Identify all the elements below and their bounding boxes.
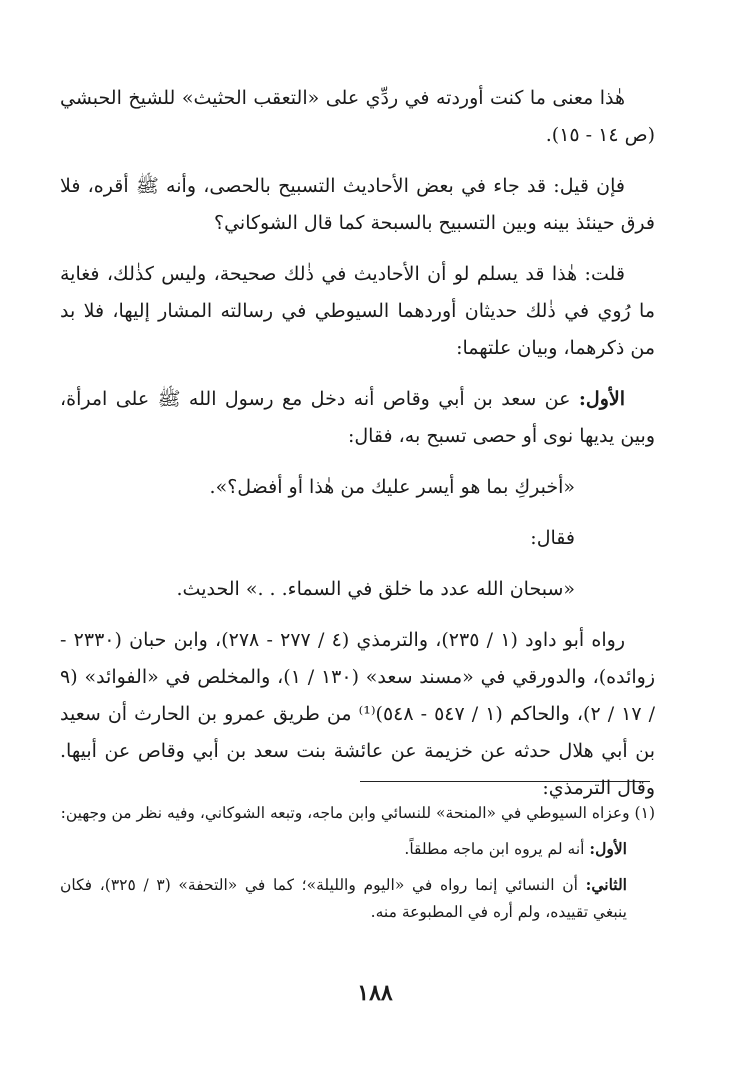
- page-number: ١٨٨: [357, 980, 393, 1006]
- footnote-1-second-lead: الثاني:: [585, 875, 627, 894]
- main-text: [60, 80, 655, 821]
- said-line: فقال:: [530, 527, 575, 549]
- paragraph-4: [60, 381, 655, 455]
- footnote-1-second-text: أن النسائي إنما رواه في «اليوم والليلة»؛ كما في «التحفة» (٣ / ٣٢٥)، فكان ينبغي تقييده، ولم أره في المطبوعة منه.: [60, 876, 627, 921]
- paragraph-4-text: عن سعد بن أبي وقاص أنه دخل مع رسول الله ﷺ على امرأة، وبين يديها نوى أو حصى تسبح به، فقال:: [60, 388, 655, 447]
- paragraph-2: فإن قيل: قد جاء في بعض الأحاديث التسبيح بالحصى، وأنه ﷺ أقره، فلا فرق حينئذ بينه وبين التسبيح بالسبحة كما قال الشوكاني؟: [60, 175, 655, 234]
- paragraph-5: رواه أبو داود (١ / ٢٣٥)، والترمذي (٤ / ٢٧٧ - ٢٧٨)، وابن حبان (٢٣٣٠ - زوائده)، والدورقي في «مسند سعد» (١٣٠ / ١)، والمخلص في «الفوائد» (٩ / ١٧ / ٢)، والحاكم (١ / ٥٤٧ - ٥٤٨)⁽¹⁾ من طريق عمرو بن الحارث أن سعيد بن أبي هلال حدثه عن خزيمة عن عائشة بنت سعد بن أبي وقاص عن أبيها. وقال الترمذي:: [60, 629, 656, 799]
- footnote-1-first: [60, 835, 655, 863]
- footnote-1-second: [60, 871, 655, 926]
- footnote-divider: [360, 781, 650, 782]
- paragraph-3: قلت: هٰذا قد يسلم لو أن الأحاديث في ذٰلك صحيحة، وليس كذٰلك، فغاية ما رُوي في ذٰلك حديثان أوردهما السيوطي في رسالته المشار إليها، فلا بد من ذكرهما، وبيان علتهما:: [60, 263, 655, 359]
- paragraph-4-lead: الأول:: [578, 388, 625, 410]
- footnote-1: (١) وعزاه السيوطي في «المنحة» للنسائي وابن ماجه، وتبعه الشوكاني، وفيه نظر من وجهين:: [60, 804, 655, 822]
- paragraph-1: هٰذا معنى ما كنت أوردته في ردِّي على «التعقب الحثيث» للشيخ الحبشي (ص ١٤ - ١٥).: [60, 87, 655, 146]
- footnote-1-first-lead: الأول:: [589, 839, 627, 858]
- hadith-quote-1: «أخبركِ بما هو أيسر عليك من هٰذا أو أفضل؟».: [209, 476, 575, 498]
- footnote-1-first-text: أنه لم يروه ابن ماجه مطلقاً.: [404, 840, 590, 858]
- footnotes: [60, 800, 655, 934]
- hadith-quote-2: «سبحان الله عدد ما خلق في السماء. . .» الحديث.: [176, 578, 575, 600]
